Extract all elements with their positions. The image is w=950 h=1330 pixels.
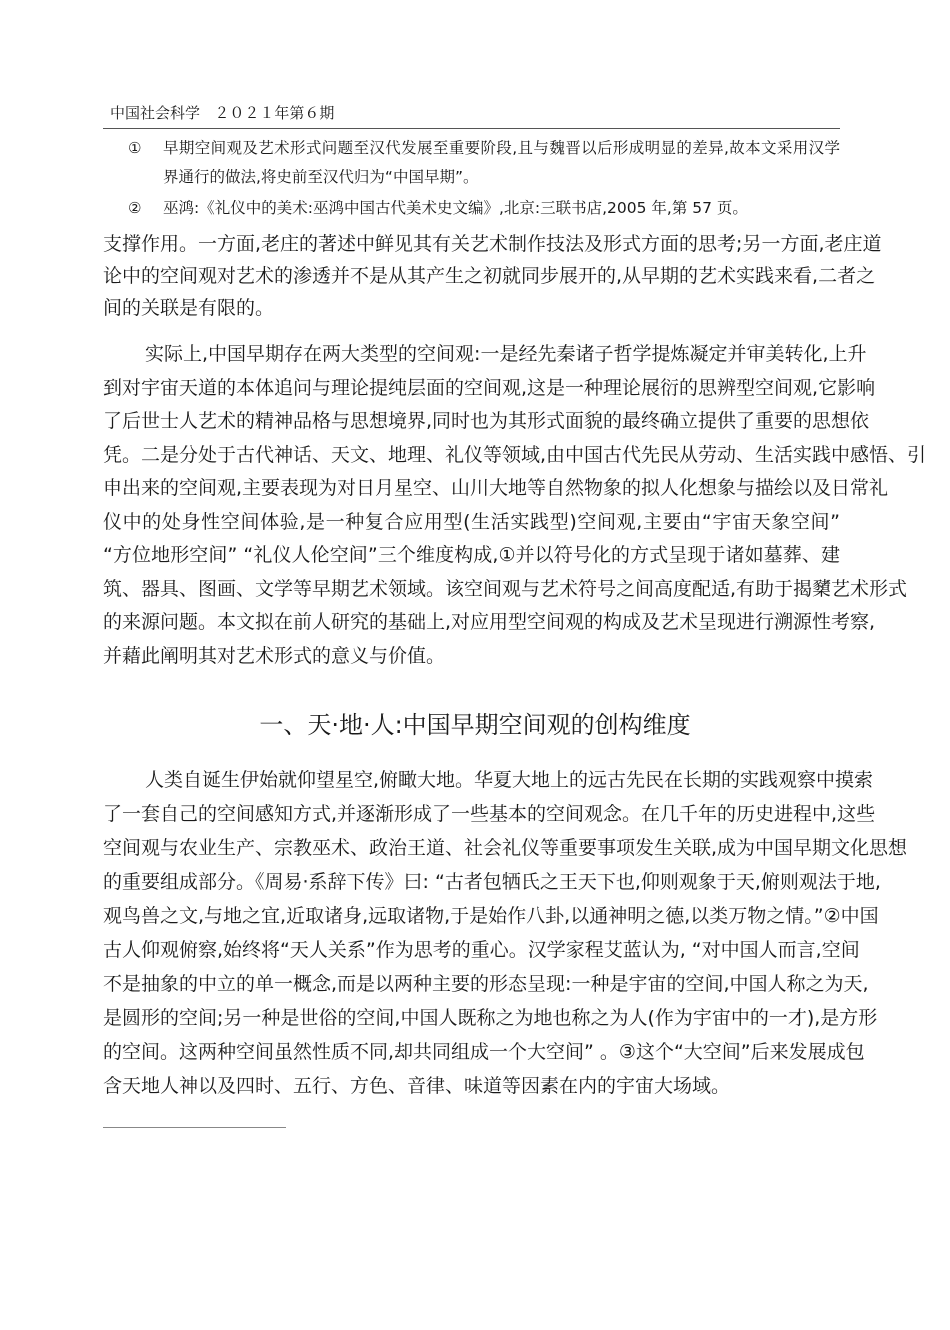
text-line: 论中的空间观对艺术的渗透并不是从其产生之初就同步展开的,从早期的艺术实践来看,二者之 bbox=[103, 265, 876, 287]
footnote-separator bbox=[103, 1127, 286, 1128]
text-line: 的来源问题。本文拟在前人研究的基础上,对应用型空间观的构成及艺术呈现进行溯源性考察, bbox=[103, 611, 876, 633]
text-line: 是圆形的空间;另一种是世俗的空间,中国人既称之为地也称之为人(作为宇宙中的一才),是方形 bbox=[103, 1007, 878, 1029]
footnote-marker: ① bbox=[128, 139, 142, 157]
text-line: 观鸟兽之文,与地之宜,近取诸身,远取诸物,于是始作八卦,以通神明之德,以类万物之情。”②中国 bbox=[103, 905, 879, 927]
text-line: 并藉此阐明其对艺术形式的意义与价值。 bbox=[103, 645, 446, 667]
header-rule bbox=[103, 128, 840, 129]
text-line: “方位地形空间” “礼仪人伦空间”三个维度构成,①并以符号化的方式呈现于诸如墓葬、建 bbox=[103, 544, 840, 566]
text-line: 间的关联是有限的。 bbox=[103, 297, 275, 319]
text-line: 了一套自己的空间感知方式,并逐渐形成了一些基本的空间观念。在几千年的历史进程中,这些 bbox=[103, 803, 876, 825]
issue-label: ２０２１年第６期 bbox=[214, 104, 335, 122]
text-line: 的重要组成部分。《周易·系辞下传》曰: “古者包牺氏之王天下也,仰则观象于天,俯则观法于地, bbox=[103, 871, 881, 893]
text-line: 到对宇宙天道的本体追问与理论提纯层面的空间观,这是一种理论展衍的思辨型空间观,它影响 bbox=[103, 377, 876, 399]
footnote-marker: ② bbox=[128, 199, 142, 217]
text-line: 仪中的处身性空间体验,是一种复合应用型(生活实践型)空间观,主要由“宇宙天象空间” bbox=[103, 511, 840, 533]
text-line: 不是抽象的中立的单一概念,而是以两种主要的形态呈现:一种是宇宙的空间,中国人称之为天, bbox=[103, 973, 869, 995]
footnote-line: 界通行的做法,将史前至汉代归为“中国早期”。 bbox=[163, 168, 479, 186]
text-line: 空间观与农业生产、宗教巫术、政治王道、社会礼仪等重要事项发生关联,成为中国早期文化思想 bbox=[103, 837, 908, 859]
section-heading: 一、天·地·人:中国早期空间观的创构维度 bbox=[259, 711, 691, 739]
text-line: 了后世士人艺术的精神品格与思想境界,同时也为其形式面貌的最终确立提供了重要的思想依 bbox=[103, 410, 870, 432]
text-line: 凭。二是分处于古代神话、天文、地理、礼仪等领域,由中国古代先民从劳动、生活实践中感悟、引 bbox=[103, 444, 927, 466]
footnote-line: 早期空间观及艺术形式问题至汉代发展至重要阶段,且与魏晋以后形成明显的差异,故本文采用汉学 bbox=[163, 139, 840, 157]
text-line: 筑、器具、图画、文学等早期艺术领域。该空间观与艺术符号之间高度配适,有助于揭櫫艺术形式 bbox=[103, 578, 908, 600]
text-line: 古人仰观俯察,始终将“天人关系”作为思考的重心。汉学家程艾蓝认为, “对中国人而言,空间 bbox=[103, 939, 860, 961]
text-line: 支撑作用。一方面,老庄的著述中鲜见其有关艺术制作技法及形式方面的思考;另一方面,老庄道 bbox=[103, 233, 882, 255]
text-line: 含天地人神以及四时、五行、方色、音律、味道等因素在内的宇宙大场域。 bbox=[103, 1075, 731, 1097]
footnote-line: 巫鸿:《礼仪中的美术:巫鸿中国古代美术史文编》,北京:三联书店,2005 年,第 57 页。 bbox=[163, 199, 748, 217]
text-line: 的空间。这两种空间虽然性质不同,却共同组成一个大空间” 。③这个“大空间”后来发展成包 bbox=[103, 1041, 865, 1063]
text-line: 实际上,中国早期存在两大类型的空间观:一是经先秦诸子哲学提炼凝定并审美转化,上升 bbox=[145, 343, 867, 365]
running-header bbox=[110, 102, 334, 124]
text-line: 人类自诞生伊始就仰望星空,俯瞰大地。华夏大地上的远古先民在长期的实践观察中摸索 bbox=[145, 769, 874, 791]
journal-name: 中国社会科学 bbox=[110, 104, 201, 122]
text-line: 申出来的空间观,主要表现为对日月星空、山川大地等自然物象的拟人化想象与描绘以及日常礼 bbox=[103, 477, 889, 499]
